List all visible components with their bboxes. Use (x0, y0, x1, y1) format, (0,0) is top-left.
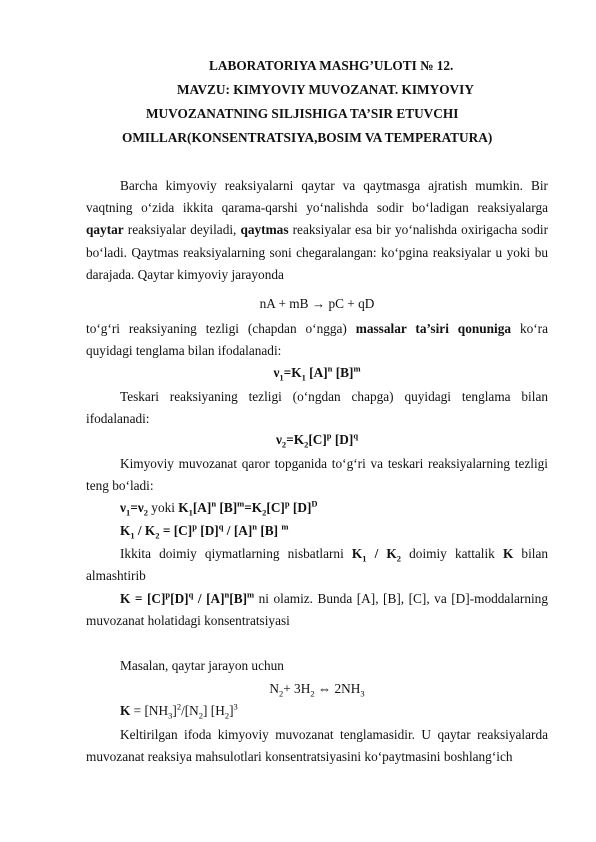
title-line-4: OMILLAR(KONSENTRATSIYA,BOSIM VA TEMPERATURA) (122, 130, 493, 145)
paragraph-conclusion: Keltirilgan ifoda kimyoviy muvozanat tenglamasidir. U qaytar reaksiyalarda muvozanat reaksiya mahsulotlari konsentratsiyasini ko‘paytmasini boshlang‘ich (86, 727, 548, 765)
equation-ammonia: $N_2+ 3H_2$ ⇔ $2NH_3$ (269, 681, 365, 699)
equation-reaction: nA + mB → pC + qD (259, 296, 375, 311)
equation-forward-rate: $\nu_1=K_1$ $[A]^n$ $[B]^m$ (273, 363, 361, 383)
paragraph-intro: Barcha kimyoviy reaksiyalarni qaytar va qaytmasga ajratish mumkin. Bir vaqtning o‘zida ikkita qarama-qarshi yo‘nalishda sodir bo‘ladigan reaksiyalarga qaytar reaksiyalar deyiladi, qaytmas reaksiyalar esa bir yo‘nalishda oxirigacha sodir bo‘ladi. Qaytmas reaksiyalarning soni chegaralangan: ko‘pgina reaksiyalar u yoki bu darajada. Qaytar kimyoviy jarayonda (86, 178, 548, 282)
equation-constant-ratio: $K_1 / K_2 = [C]^p$ $[D]^q / [A]^n$ [B] $^m$ (120, 521, 289, 541)
paragraph-reverse-rate: Teskari reaksiyaning tezligi (o‘ngdan chapga) quyidagi tenglama bilan ifodalanadi: (86, 389, 548, 427)
paragraph-forward-rate: to‘g‘ri reaksiyaning tezligi (chapdan o‘ngga) massalar ta’siri qonuniga ko‘ra quyidagi tenglama bilan ifodalanadi: (86, 321, 548, 359)
paragraph-equilibrium: Kimyoviy muvozanat qaror topganida to‘g‘ri va teskari reaksiyalarning tezligi teng bo‘ladi: (86, 456, 548, 494)
equation-ammonia-constant: $K = [NH_3]^2/[N_2]$ $[H_2]^3$ (120, 701, 238, 721)
paragraph-equilibrium-constant: $K = [C]^p[D]^q / [A]^n[B]^m$ ni olamiz. Bunda [A], [B], [C], va [D]-moddalarning muvozanat holatidagi konsentratsiyasi (86, 589, 548, 629)
title-line-2: MAVZU: KIMYOVIY MUVOZANAT. KIMYOVIY (177, 82, 474, 97)
title-line-3: MUVOZANATNING SILJISHIGA TA’SIR ETUVCHI (146, 106, 459, 121)
example-intro: Masalan, qaytar jarayon uchun (120, 658, 284, 673)
equation-reverse-rate: $\nu_2=K_2[C]^p$ $[D]^q$ (275, 430, 359, 450)
title-line-1: LABORATORIYA MASHG’ULOTI № 12. (209, 58, 454, 73)
equation-equal-rates: $\nu_1=\nu_2$ yoki $K_1[A]^n$ $[B]^m=K_2[C]^p$ $[D]^D$ (120, 498, 318, 518)
paragraph-constant-replace: Ikkita doimiy qiymatlarning nisbatlarni $K_1 / K_2$ doimiy kattalik K bilan almashtirib (86, 546, 549, 584)
